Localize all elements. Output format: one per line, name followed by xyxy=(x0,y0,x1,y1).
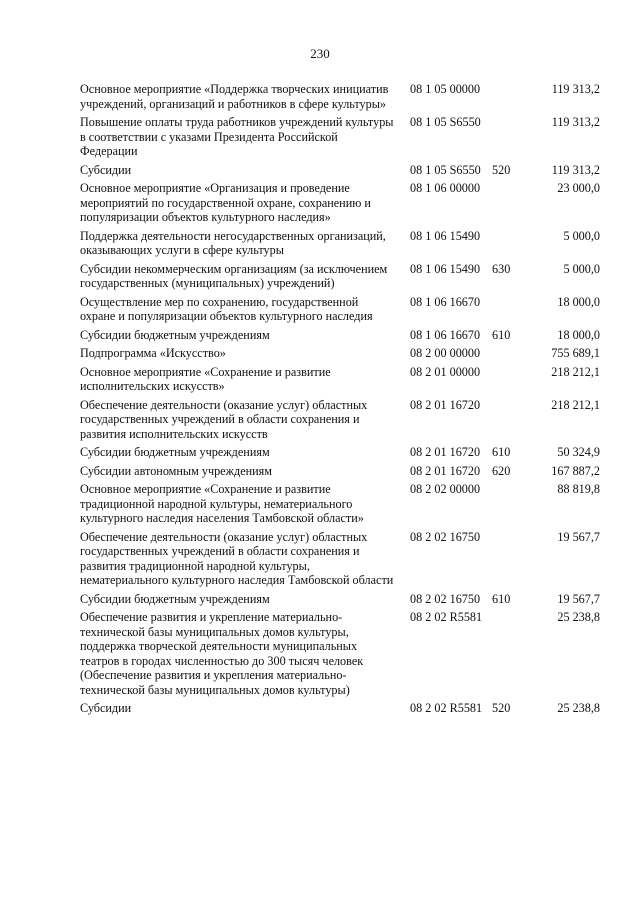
row-amount: 5 000,0 xyxy=(563,261,600,276)
table-row xyxy=(80,115,600,163)
row-type xyxy=(490,346,528,365)
row-amount: 23 000,0 xyxy=(557,181,600,195)
row-type: 520 xyxy=(492,701,511,715)
row-code: 08 2 02 00000 xyxy=(410,482,481,496)
row-type: 630 xyxy=(492,261,511,276)
table-row xyxy=(80,181,600,229)
table-row xyxy=(80,163,600,182)
row-code: 08 1 06 15490 xyxy=(410,228,481,243)
row-type: 620 xyxy=(492,463,511,478)
row-name: Субсидии бюджетным учреждениям xyxy=(80,591,270,606)
row-amount: 25 238,8 xyxy=(557,701,600,715)
row-code: 08 1 06 15490 xyxy=(410,261,481,276)
row-code: 08 2 01 16720 xyxy=(410,397,481,412)
row-amount: 218 212,1 xyxy=(551,364,600,379)
row-amount: 119 313,2 xyxy=(551,115,600,129)
row-type xyxy=(490,398,528,446)
table-row xyxy=(80,328,600,347)
row-name: Субсидии бюджетным учреждениям xyxy=(80,327,270,342)
table-row xyxy=(80,365,600,398)
row-amount: 25 238,8 xyxy=(557,610,600,624)
table-row xyxy=(80,295,600,328)
row-name: Подпрограмма «Искусство» xyxy=(80,346,226,360)
row-code: 08 2 01 16720 xyxy=(410,445,481,459)
table-row xyxy=(80,346,600,365)
row-code: 08 2 02 R5581 xyxy=(410,701,483,715)
row-type xyxy=(490,82,528,115)
table-row xyxy=(80,398,600,446)
row-code: 08 1 05 00000 xyxy=(410,82,481,96)
row-amount: 119 313,2 xyxy=(551,162,600,177)
row-amount: 88 819,8 xyxy=(557,482,600,496)
row-name: Основное мероприятие «Сохранение и развитие традиционной народной культуры, нематериального культурного наследия населения Тамбовской области» xyxy=(80,482,364,525)
row-type: 610 xyxy=(492,327,511,342)
table-row xyxy=(80,482,600,530)
row-amount: 50 324,9 xyxy=(557,445,600,459)
table-row xyxy=(80,701,600,720)
row-code: 08 2 01 00000 xyxy=(410,364,481,379)
table-row xyxy=(80,82,600,115)
row-type: 520 xyxy=(492,162,511,177)
row-type xyxy=(490,610,528,701)
row-name: Основное мероприятие «Сохранение и развитие исполнительских искусств» xyxy=(80,364,331,393)
row-amount: 19 567,7 xyxy=(557,591,600,606)
table-row xyxy=(80,610,600,701)
row-amount: 755 689,1 xyxy=(551,346,600,360)
row-name: Обеспечение деятельности (оказание услуг) областных государственных учреждений в области сохранения и развития традиционной народной культуры, нематериального культурного наследия Тамбовской области xyxy=(80,529,394,587)
row-name: Субсидии автономным учреждениям xyxy=(80,463,272,478)
row-code: 08 2 00 00000 xyxy=(410,346,481,360)
row-amount: 167 887,2 xyxy=(551,463,600,478)
row-name: Обеспечение развития и укрепление материально-технической базы муниципальных домов культуры, поддержка творческой деятельности муниципальных театров в городах численностью до 300 тысяч человек (Обеспечение развития и укрепления материально-технической базы муниципальных домов культуры) xyxy=(80,610,364,697)
row-name: Повышение оплаты труда работников учреждений культуры в соответствии с указами Президента Российской Федерации xyxy=(80,115,394,158)
row-amount: 218 212,1 xyxy=(551,397,600,412)
row-amount: 5 000,0 xyxy=(563,228,600,243)
row-type: 610 xyxy=(492,445,511,459)
budget-table xyxy=(80,82,600,720)
row-type: 610 xyxy=(492,591,511,606)
table-row xyxy=(80,229,600,262)
row-type xyxy=(490,115,528,163)
table-row xyxy=(80,445,600,464)
row-type xyxy=(490,229,528,262)
row-name: Субсидии бюджетным учреждениям xyxy=(80,445,270,459)
page-number: 230 xyxy=(310,46,330,61)
row-code: 08 1 06 16670 xyxy=(410,327,481,342)
row-code: 08 1 06 16670 xyxy=(410,294,481,309)
table-row xyxy=(80,592,600,611)
row-code: 08 1 06 00000 xyxy=(410,181,481,195)
row-name: Основное мероприятие «Организация и проведение мероприятий по государственной охране, сохранению и популяризации объектов культурного наследия» xyxy=(80,181,371,224)
row-type xyxy=(490,530,528,592)
row-type xyxy=(490,482,528,530)
row-amount: 18 000,0 xyxy=(557,294,600,309)
row-code: 08 1 05 S6550 xyxy=(410,162,481,177)
row-code: 08 2 02 R5581 xyxy=(410,610,483,624)
row-code: 08 2 02 16750 xyxy=(410,591,481,606)
row-code: 08 2 01 16720 xyxy=(410,463,481,478)
row-name: Обеспечение деятельности (оказание услуг) областных государственных учреждений в области сохранения и развития исполнительских искусств xyxy=(80,397,368,441)
row-type xyxy=(490,295,528,328)
row-name: Субсидии xyxy=(80,162,132,177)
table-body xyxy=(80,82,600,720)
row-name: Основное мероприятие «Поддержка творческих инициатив учреждений, организаций и работников в сфере культуры» xyxy=(80,82,389,111)
table-row xyxy=(80,262,600,295)
row-type xyxy=(490,181,528,229)
row-name: Субсидии некоммерческим организациям (за исключением государственных (муниципальных) учреждений) xyxy=(80,261,388,290)
row-code: 08 2 02 16750 xyxy=(410,529,481,544)
row-name: Поддержка деятельности негосударственных организаций, оказывающих услуги в сфере культуры xyxy=(80,228,386,257)
row-name: Осуществление мер по сохранению, государственной охране и популяризации объектов культурного наследия xyxy=(80,294,373,323)
row-code: 08 1 05 S6550 xyxy=(410,115,481,129)
row-type xyxy=(490,365,528,398)
row-name: Субсидии xyxy=(80,701,132,715)
row-amount: 19 567,7 xyxy=(557,529,600,544)
row-amount: 119 313,2 xyxy=(551,82,600,96)
table-row xyxy=(80,464,600,483)
row-amount: 18 000,0 xyxy=(557,327,600,342)
table-row xyxy=(80,530,600,592)
